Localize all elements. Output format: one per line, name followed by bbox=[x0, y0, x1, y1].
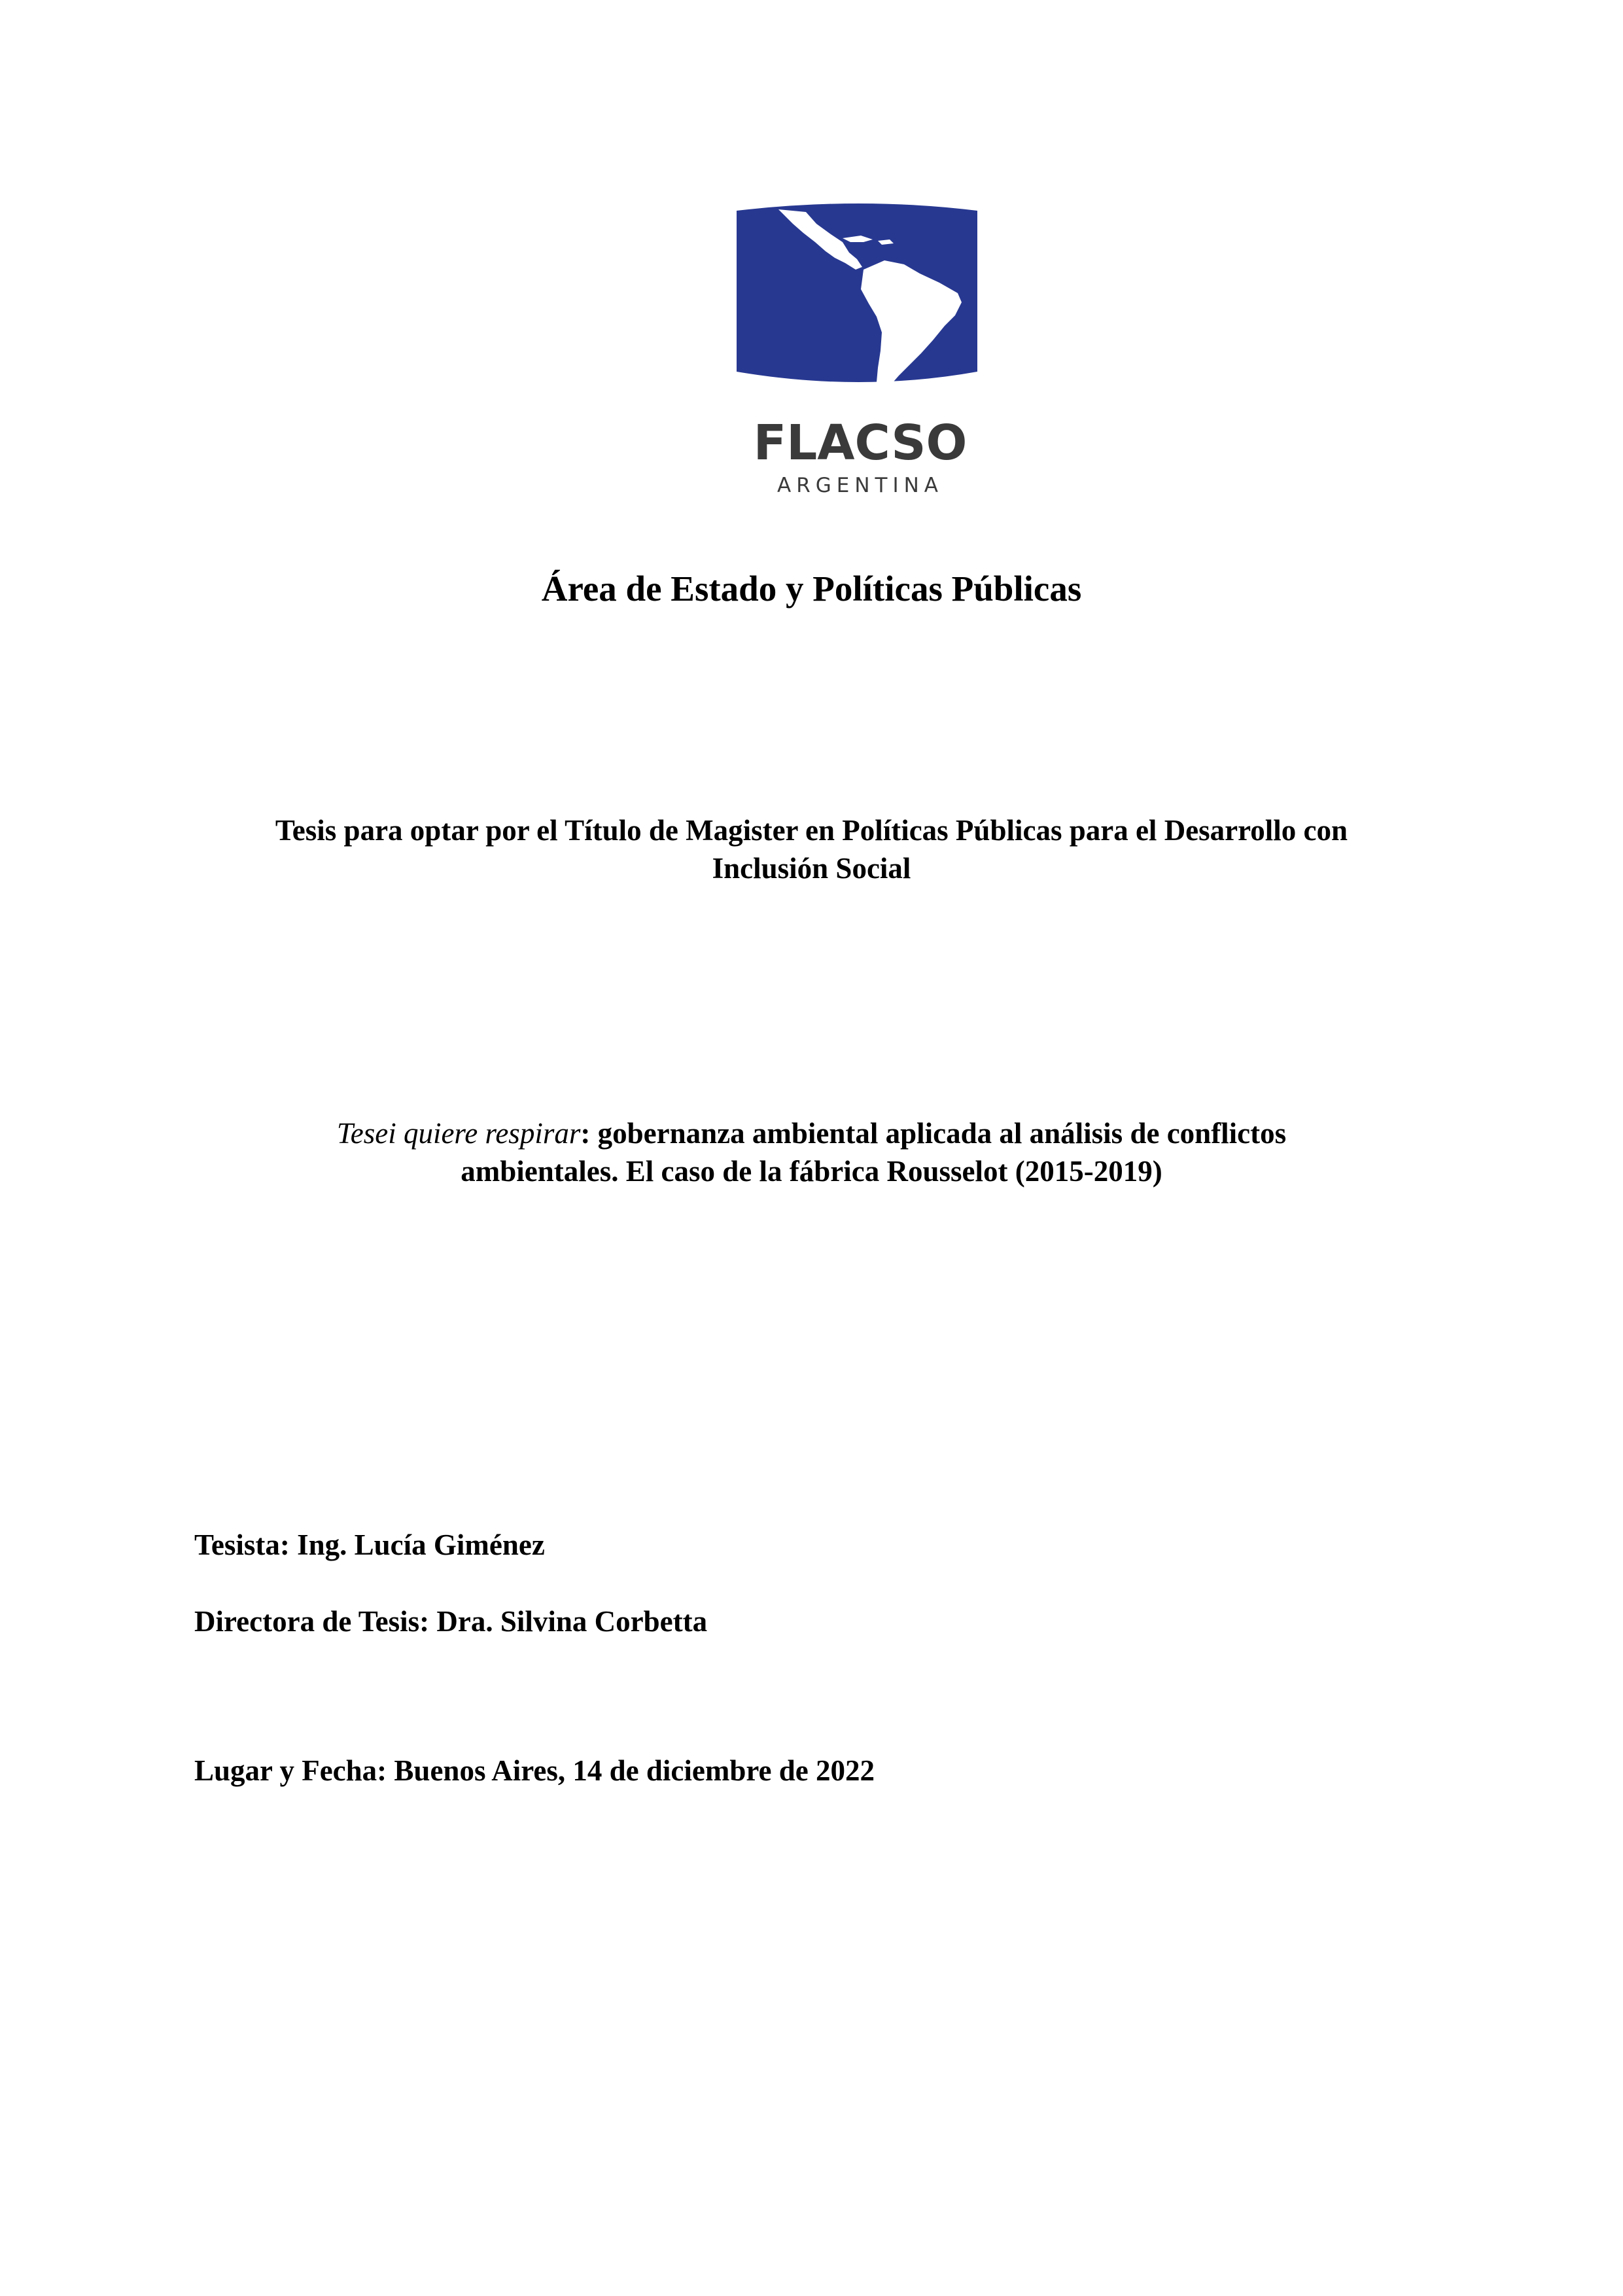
logo-name: FLACSO bbox=[753, 415, 968, 471]
degree-statement bbox=[0, 811, 1623, 887]
thesis-title-italic: Tesei quiere respirar bbox=[336, 1117, 581, 1150]
thesis-title-line-1-rest: : gobernanza ambiental aplicada al análisis de conflictos bbox=[580, 1117, 1287, 1150]
degree-line-1: Tesis para optar por el Título de Magister en Políticas Públicas para el Desarrollo con bbox=[275, 814, 1348, 847]
thesis-title-line-1 bbox=[0, 1114, 1623, 1152]
thesis-title bbox=[0, 1114, 1623, 1190]
logo-country: ARGENTINA bbox=[777, 474, 944, 497]
tesista-line: Tesista: Ing. Lucía Giménez bbox=[194, 1528, 545, 1561]
flacso-logo bbox=[733, 196, 988, 504]
thesis-title-line-2: ambientales. El caso de la fábrica Rousselot (2015-2019) bbox=[461, 1155, 1162, 1188]
area-title: Área de Estado y Políticas Públicas bbox=[541, 569, 1082, 609]
degree-line-2: Inclusión Social bbox=[712, 852, 911, 885]
directora-line: Directora de Tesis: Dra. Silvina Corbetta bbox=[194, 1605, 708, 1638]
latin-america-map-icon bbox=[733, 196, 988, 504]
lugar-fecha-line: Lugar y Fecha: Buenos Aires, 14 de diciembre de 2022 bbox=[194, 1754, 875, 1787]
